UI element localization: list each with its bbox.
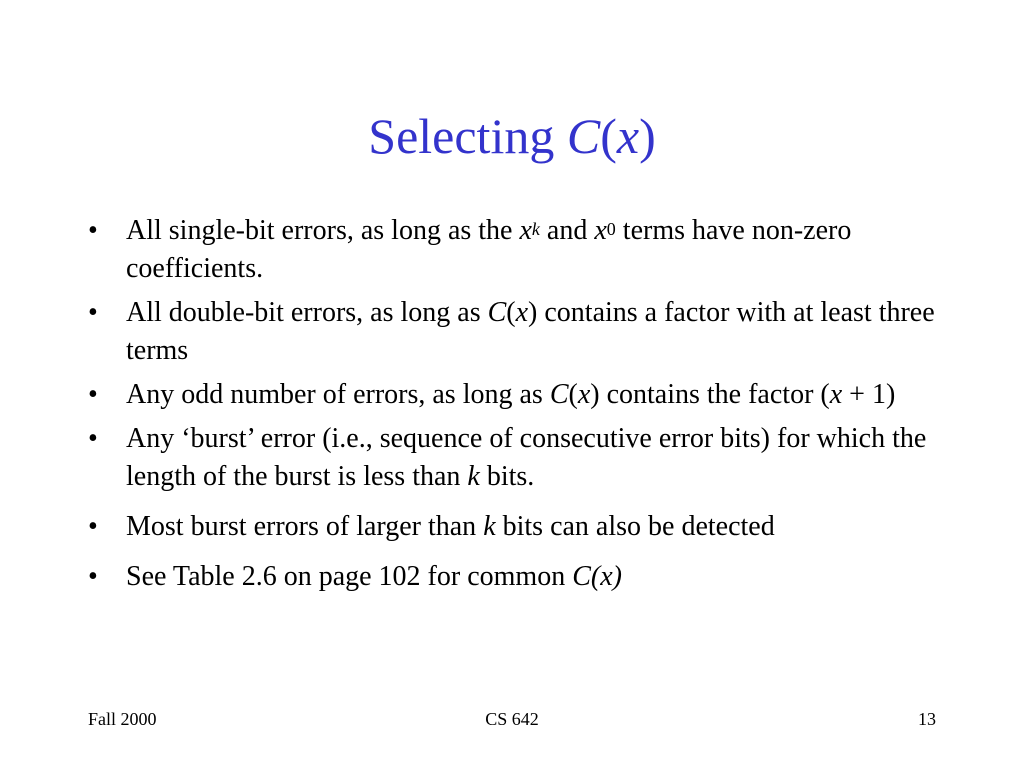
bullet-odd-errors bbox=[88, 376, 948, 414]
bullet-var: x bbox=[577, 379, 591, 410]
bullet-single-bit bbox=[88, 212, 948, 288]
bullet-var: C bbox=[549, 379, 569, 410]
bullet-icon: • bbox=[88, 561, 98, 592]
bullet-text: All double-bit errors, as long as bbox=[126, 297, 488, 328]
bullet-icon: • bbox=[88, 379, 98, 410]
bullet-var: k bbox=[483, 511, 496, 542]
bullet-burst-error bbox=[88, 420, 948, 496]
bullet-icon: • bbox=[88, 297, 98, 328]
bullet-var: x bbox=[519, 215, 532, 246]
bullet-var: C bbox=[487, 297, 507, 328]
footer-course: CS 642 bbox=[485, 709, 539, 729]
bullet-double-bit bbox=[88, 294, 948, 370]
bullet-text: and bbox=[539, 215, 595, 246]
bullet-text: ( bbox=[506, 297, 516, 328]
bullet-text: ) contains the factor ( bbox=[590, 379, 830, 410]
bullet-icon: • bbox=[88, 511, 98, 542]
bullet-var: C(x) bbox=[572, 561, 622, 592]
bullet-var: k bbox=[467, 461, 480, 492]
bullet-var: x bbox=[515, 297, 529, 328]
bullet-text: All single-bit errors, as long as the bbox=[126, 215, 520, 246]
bullet-list bbox=[88, 212, 948, 602]
bullet-icon: • bbox=[88, 423, 98, 454]
bullet-text: + 1) bbox=[842, 379, 896, 410]
slide-title bbox=[0, 104, 1024, 168]
bullet-superscript: 0 bbox=[606, 219, 616, 239]
bullet-var: x bbox=[829, 379, 843, 410]
bullet-larger-burst bbox=[88, 508, 948, 546]
title-text: Selecting bbox=[368, 108, 567, 164]
bullet-superscript: k bbox=[531, 219, 540, 239]
bullet-text: Any odd number of errors, as long as bbox=[126, 379, 550, 410]
bullet-text: terms have non-zero coefficients. bbox=[126, 215, 852, 284]
bullet-text: ) contains a factor with at least three terms bbox=[126, 297, 935, 366]
title-paren-open: ( bbox=[600, 108, 617, 164]
title-variable-x: x bbox=[616, 108, 640, 164]
bullet-text: ( bbox=[568, 379, 578, 410]
bullet-text: bits. bbox=[479, 461, 535, 492]
bullet-text: Any ‘burst’ error (i.e., sequence of consecutive error bits) for which the length of the burst is less than bbox=[126, 423, 927, 492]
bullet-text: Most burst errors of larger than bbox=[126, 511, 484, 542]
bullet-var: x bbox=[594, 215, 607, 246]
bullet-icon: • bbox=[88, 215, 98, 246]
bullet-text: bits can also be detected bbox=[495, 511, 775, 542]
title-function-c: C bbox=[566, 108, 601, 164]
footer-page-number: 13 bbox=[918, 709, 936, 729]
bullet-text: See Table 2.6 on page 102 for common bbox=[126, 561, 573, 592]
bullet-see-table bbox=[88, 558, 948, 596]
title-paren-close: ) bbox=[639, 108, 656, 164]
footer-date: Fall 2000 bbox=[88, 709, 157, 729]
